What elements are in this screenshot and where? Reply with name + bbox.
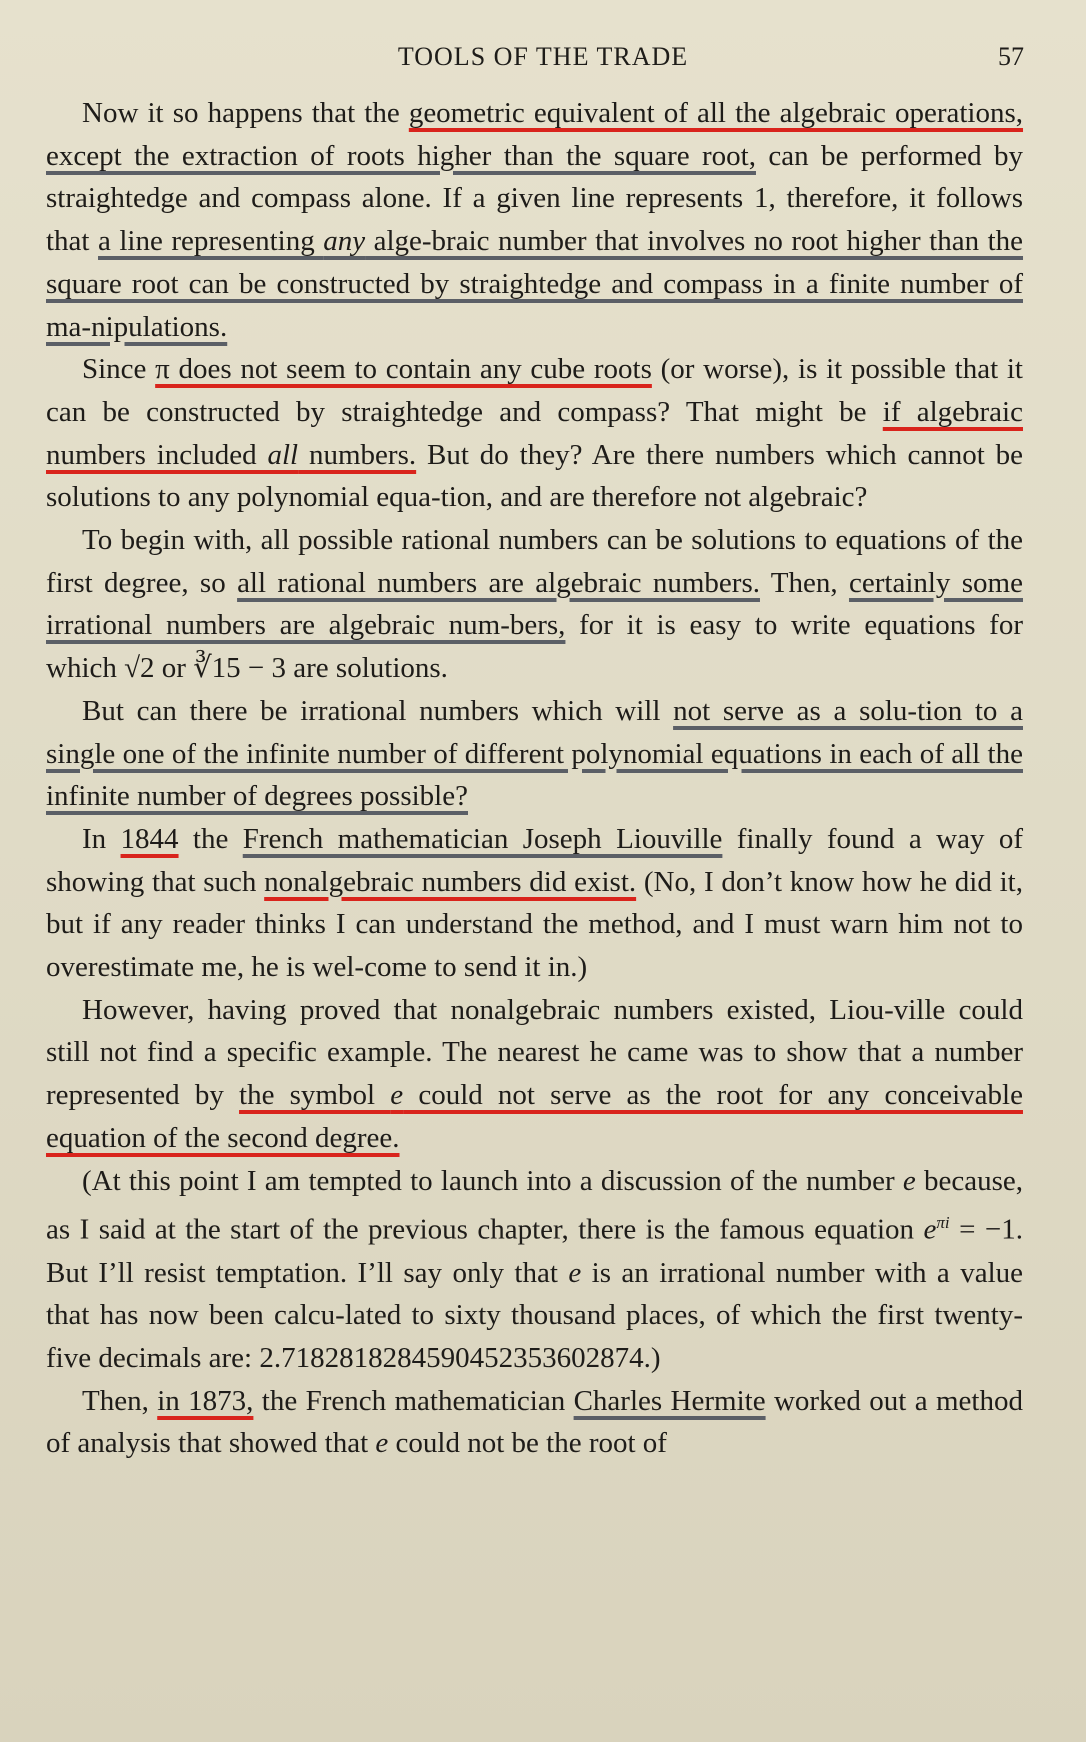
italic-text: all <box>267 438 299 471</box>
red-underlined-text: nonalgebraic numbers did exist. <box>264 865 637 898</box>
red-underlined-text: geometric equivalent of all the algebraic operations, <box>408 97 1024 129</box>
text-span: worked out a method of analysis that showed that <box>46 1384 1023 1460</box>
italic-text: any <box>323 225 366 258</box>
gray-underlined-text: all rational numbers are algebraic numbers. <box>237 566 760 599</box>
text-span: Since <box>82 353 156 386</box>
paragraph-6 <box>46 989 1023 1160</box>
text-span: because, as I said at the start of the previous chapter, there is the famous equation <box>46 1164 1023 1246</box>
text-span: the French mathematician <box>253 1384 574 1417</box>
text-span: if algebraic numbers included <box>46 395 1023 471</box>
running-title: TOOLS OF THE TRADE <box>397 42 689 71</box>
body-text <box>46 92 1023 1465</box>
text-span: a line representing <box>98 225 324 258</box>
gray-underlined-text: certainly some irrational numbers are algebraic num-bers, <box>46 566 1023 642</box>
text-span: To begin with, all possible rational numbers can be solutions to equations of the first degree, so <box>46 524 1023 599</box>
text-span: But do they? Are there numbers which cannot be solutions to any polynomial equa-tion, and are therefore not algebraic? <box>46 438 1024 514</box>
red-underlined-text: π does not seem to contain any cube roots <box>155 353 652 386</box>
text-span: alge-braic number that involves no root higher than the square root can be constructed by straightedge and compass in a finite number of ma-nipulations. <box>46 225 1024 343</box>
text-span: = −1. But I’ll resist temptation. I’ll say only that <box>46 1213 1023 1289</box>
text-span: numbers. <box>298 438 417 471</box>
text-span: Then, <box>82 1384 158 1417</box>
gray-underlined-text: not serve as a solu-tion to a single one of the infinite number of different polynomial equations in each of all the infinite number of degrees possible? <box>46 694 1023 813</box>
text-span: can be performed by straightedge and compass alone. If a given line represents 1, therefore, it follows that <box>46 139 1024 258</box>
gray-underlined-text: except the extraction of roots higher than the square root, <box>46 139 756 172</box>
text-span: In <box>82 822 121 855</box>
text-span: finally found a way of showing that such <box>46 822 1023 898</box>
text-span: Then, <box>759 566 849 599</box>
text-span: the <box>178 822 243 855</box>
text-span: the symbol <box>239 1079 391 1112</box>
text-span: (No, I don’t know how he did it, but if any reader thinks I can understand the method, and I must warn him not to overestimate me, he is wel-come to send it in.) <box>46 865 1023 984</box>
paragraph-7 <box>46 1160 1023 1380</box>
italic-text: e <box>568 1256 582 1289</box>
page-header <box>0 42 1086 78</box>
gray-underlined-text: French mathematician Joseph Liouville <box>242 822 723 855</box>
red-underlined-text: in 1873, <box>157 1384 254 1417</box>
paragraph-1 <box>46 92 1023 348</box>
paragraph-2 <box>46 348 1023 519</box>
paragraph-5 <box>46 818 1023 989</box>
text-span: (At this point I am tempted to launch into a discussion of the number <box>82 1164 903 1197</box>
italic-text: e <box>390 1079 404 1112</box>
gray-underlined-text <box>46 225 1023 342</box>
italic-text: e <box>375 1427 389 1460</box>
red-underlined-text: 1844 <box>120 822 179 855</box>
text-span: could not be the root of <box>388 1427 667 1460</box>
text-span: But can there be irrational numbers which will <box>82 694 674 727</box>
text-span: (or worse), is it possible that it can be constructed by straightedge and compass? That might be <box>46 353 1023 428</box>
paragraph-4 <box>46 690 1023 818</box>
page-number: 57 <box>998 42 1024 71</box>
text-span: could not serve as the root for any conceivable equation of the second degree. <box>46 1079 1023 1154</box>
text-span: However, having proved that nonalgebraic numbers existed, Liou-ville could still not find a specific example. The nearest he came was to show that a number represented by <box>46 993 1023 1112</box>
superscript-text <box>936 1213 949 1232</box>
text-span: is an irrational number with a value that has now been calcu-lated to sixty thousand places, of which the first twenty-five decimals are: 2.7182818284590452353602874.) <box>46 1256 1023 1375</box>
text-span: for it is easy to write equations for which √2 or ∛15 − 3 are solutions. <box>46 609 1023 685</box>
italic-text: e <box>902 1164 916 1197</box>
text-span: Now it so happens that the <box>82 97 409 129</box>
paragraph-3 <box>46 519 1023 690</box>
paragraph-8 <box>46 1380 1023 1465</box>
italic-text: πi <box>936 1213 950 1233</box>
italic-text: e <box>923 1213 937 1246</box>
gray-underlined-text: Charles Hermite <box>573 1384 766 1417</box>
